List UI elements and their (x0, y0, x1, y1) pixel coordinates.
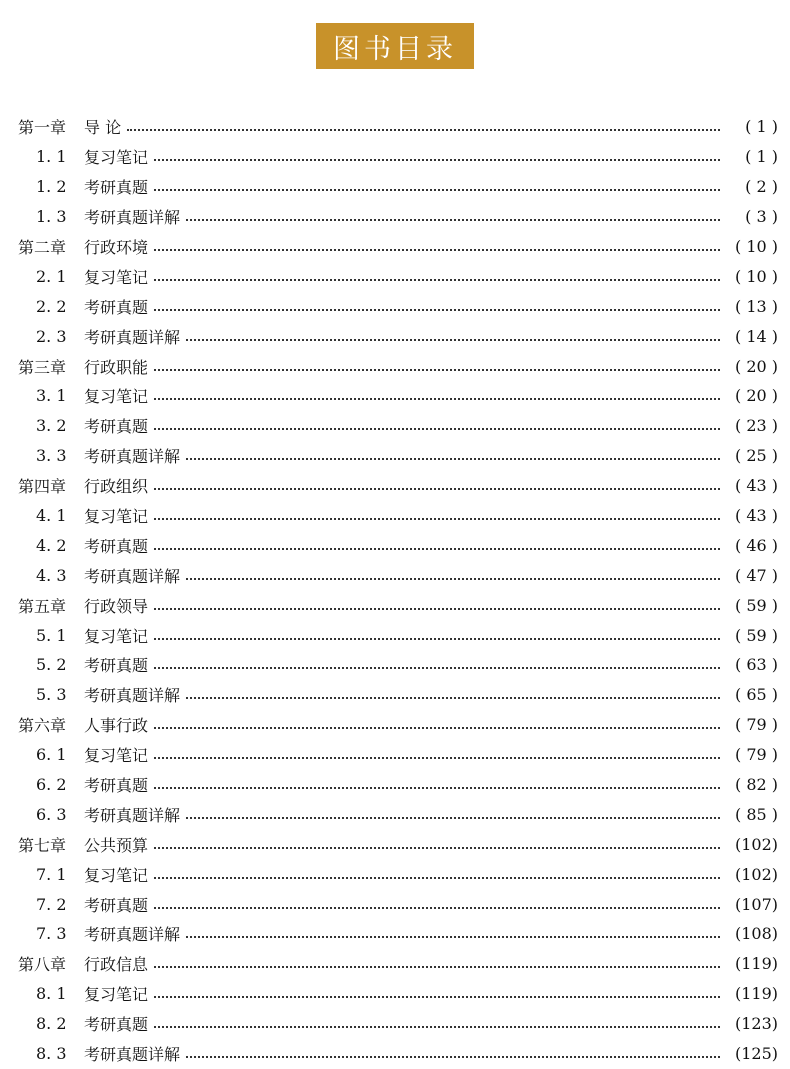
section-number: 5. 2 (36, 655, 67, 675)
section-title: 考研真题 (84, 417, 149, 437)
page-number: (108) (734, 924, 778, 944)
chapter-title: 行政领导 (84, 596, 149, 616)
page-number: (125) (734, 1044, 778, 1064)
toc-chapter-entry (18, 710, 778, 740)
toc-section-entry (18, 1009, 778, 1039)
section-title: 复习笔记 (84, 507, 149, 527)
dot-leader (154, 397, 720, 400)
page-number: ( 46 ) (734, 535, 778, 555)
dot-leader (154, 666, 720, 669)
toc-section-entry (18, 680, 778, 710)
chapter-number: 第四章 (18, 477, 67, 497)
dot-leader (186, 577, 720, 580)
page-number: ( 59 ) (734, 595, 778, 615)
section-number: 3. 2 (36, 416, 67, 436)
toc-section-entry (18, 172, 778, 202)
dot-leader (186, 816, 720, 819)
section-title: 考研真题 (84, 776, 149, 796)
chapter-title: 行政信息 (84, 955, 149, 975)
section-number: 6. 3 (36, 804, 67, 824)
page-number: ( 79 ) (734, 715, 778, 735)
section-number: 6. 1 (36, 745, 67, 765)
dot-leader (154, 1025, 720, 1028)
section-title: 考研真题 (84, 178, 149, 198)
page-number: (102) (734, 834, 778, 854)
dot-leader (154, 906, 720, 909)
section-number: 1. 3 (36, 207, 67, 227)
page-number: ( 10 ) (734, 266, 778, 286)
dot-leader (154, 726, 720, 729)
table-of-contents (18, 112, 778, 1069)
dot-leader (154, 487, 720, 490)
section-number: 8. 3 (36, 1044, 67, 1064)
toc-section-entry (18, 740, 778, 770)
dot-leader (127, 128, 720, 131)
toc-section-entry (18, 859, 778, 889)
section-number: 3. 3 (36, 446, 67, 466)
dot-leader (186, 457, 720, 460)
page-number: ( 20 ) (734, 386, 778, 406)
dot-leader (154, 637, 720, 640)
toc-chapter-entry (18, 590, 778, 620)
section-title: 复习笔记 (84, 267, 149, 287)
page-number: (123) (734, 1014, 778, 1034)
page-number: ( 79 ) (734, 745, 778, 765)
toc-section-entry (18, 889, 778, 919)
section-title: 复习笔记 (84, 985, 149, 1005)
section-number: 4. 1 (36, 506, 67, 526)
dot-leader (154, 248, 720, 251)
page-number: ( 59 ) (734, 625, 778, 645)
section-number: 1. 1 (36, 147, 67, 167)
toc-section-entry (18, 501, 778, 531)
section-title: 复习笔记 (84, 865, 149, 885)
dot-leader (154, 756, 720, 759)
chapter-number: 第一章 (18, 118, 67, 138)
section-number: 5. 3 (36, 685, 67, 705)
section-title: 考研真题详解 (84, 208, 181, 228)
chapter-number: 第七章 (18, 835, 67, 855)
toc-section-entry (18, 799, 778, 829)
chapter-number: 第二章 (18, 238, 67, 257)
page-number: (107) (734, 894, 778, 914)
chapter-title: 行政组织 (84, 477, 149, 497)
dot-leader (186, 935, 720, 938)
dot-leader (154, 995, 720, 998)
chapter-title: 人事行政 (84, 716, 149, 736)
section-number: 6. 2 (36, 775, 67, 795)
chapter-title: 行政环境 (84, 238, 149, 257)
section-number: 2. 3 (36, 326, 67, 346)
toc-chapter-entry (18, 949, 778, 979)
page-number: ( 10 ) (734, 237, 778, 256)
page-number: ( 14 ) (734, 326, 778, 346)
page-number: ( 63 ) (734, 655, 778, 675)
section-title: 考研真题详解 (84, 805, 181, 825)
toc-section-entry (18, 919, 778, 949)
section-title: 复习笔记 (84, 148, 149, 168)
page-number: (119) (734, 954, 778, 974)
dot-leader (186, 338, 720, 341)
dot-leader (186, 218, 720, 221)
section-title: 考研真题详解 (84, 1045, 181, 1065)
toc-section-entry (18, 650, 778, 680)
toc-chapter-entry (18, 232, 778, 262)
toc-section-entry (18, 530, 778, 560)
toc-section-entry (18, 441, 778, 471)
toc-chapter-entry (18, 829, 778, 859)
section-number: 2. 2 (36, 296, 67, 316)
section-number: 8. 1 (36, 984, 67, 1004)
chapter-number: 第八章 (18, 955, 67, 975)
section-title: 考研真题 (84, 297, 149, 317)
page-number: ( 43 ) (734, 476, 778, 496)
toc-chapter-entry (18, 112, 778, 142)
section-title: 考研真题详解 (84, 447, 181, 467)
dot-leader (154, 846, 720, 849)
section-title: 复习笔记 (84, 387, 149, 407)
toc-chapter-entry (18, 351, 778, 381)
dot-leader (154, 876, 720, 879)
chapter-title: 公共预算 (84, 835, 149, 855)
dot-leader (154, 547, 720, 550)
section-title: 考研真题 (84, 656, 149, 676)
toc-title: 图书目录 (316, 23, 474, 69)
page-number: ( 20 ) (734, 356, 778, 376)
page-number: (102) (734, 864, 778, 884)
section-number: 7. 2 (36, 894, 67, 914)
section-number: 8. 2 (36, 1014, 67, 1034)
toc-section-entry (18, 560, 778, 590)
chapter-title: 导 论 (84, 118, 122, 138)
section-number: 1. 2 (36, 177, 67, 197)
dot-leader (186, 696, 720, 699)
page-number: ( 65 ) (734, 685, 778, 705)
dot-leader (154, 188, 720, 191)
section-title: 考研真题 (84, 895, 149, 915)
page-number: (119) (734, 984, 778, 1004)
dot-leader (154, 607, 720, 610)
toc-section-entry (18, 979, 778, 1009)
section-title: 考研真题详解 (84, 925, 181, 945)
toc-section-entry (18, 620, 778, 650)
page-number: ( 2 ) (745, 177, 778, 197)
toc-section-entry (18, 261, 778, 291)
chapter-number: 第五章 (18, 596, 67, 616)
section-title: 复习笔记 (84, 626, 149, 646)
page-number: ( 3 ) (745, 207, 778, 227)
section-title: 考研真题详解 (84, 566, 181, 586)
page-number: ( 82 ) (734, 775, 778, 795)
toc-section-entry (18, 202, 778, 232)
dot-leader (154, 278, 720, 281)
page-number: ( 1 ) (745, 117, 778, 137)
toc-section-entry (18, 770, 778, 800)
page-number: ( 85 ) (734, 804, 778, 824)
toc-section-entry (18, 142, 778, 172)
toc-section-entry (18, 321, 778, 351)
page-number: ( 23 ) (734, 416, 778, 436)
page-number: ( 47 ) (734, 565, 778, 585)
dot-leader (154, 965, 720, 968)
toc-section-entry (18, 411, 778, 441)
dot-leader (154, 427, 720, 430)
dot-leader (154, 158, 720, 161)
section-number: 4. 2 (36, 535, 67, 555)
dot-leader (154, 786, 720, 789)
toc-section-entry (18, 291, 778, 321)
page-number: ( 25 ) (734, 446, 778, 466)
toc-chapter-entry (18, 471, 778, 501)
toc-section-entry (18, 1039, 778, 1069)
section-number: 5. 1 (36, 625, 67, 645)
section-number: 7. 1 (36, 864, 67, 884)
section-number: 2. 1 (36, 266, 67, 286)
section-number: 4. 3 (36, 565, 67, 585)
chapter-number: 第六章 (18, 716, 67, 736)
page-number: ( 13 ) (734, 296, 778, 316)
dot-leader (186, 1055, 720, 1058)
section-title: 考研真题详解 (84, 327, 181, 347)
toc-section-entry (18, 381, 778, 411)
section-number: 3. 1 (36, 386, 67, 406)
section-number: 7. 3 (36, 924, 67, 944)
section-title: 考研真题 (84, 1015, 149, 1035)
section-title: 考研真题详解 (84, 686, 181, 706)
page-number: ( 43 ) (734, 506, 778, 526)
section-title: 考研真题 (84, 536, 149, 556)
dot-leader (154, 368, 720, 371)
chapter-number: 第三章 (18, 357, 67, 377)
page-number: ( 1 ) (745, 147, 778, 167)
dot-leader (154, 308, 720, 311)
section-title: 复习笔记 (84, 746, 149, 766)
dot-leader (154, 517, 720, 520)
chapter-title: 行政职能 (84, 357, 149, 377)
